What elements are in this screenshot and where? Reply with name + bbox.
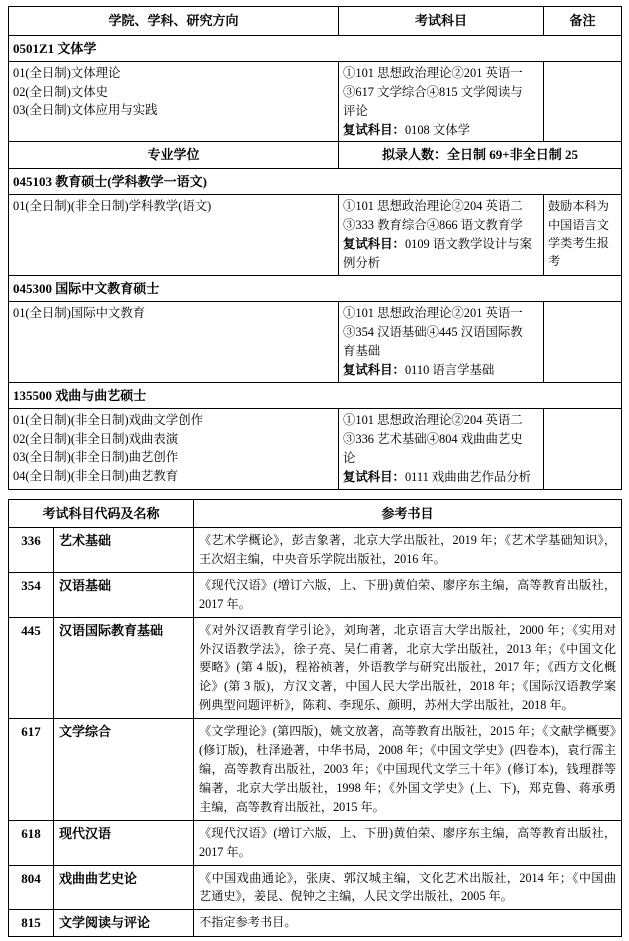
table-row — [9, 820, 622, 865]
table-row — [9, 302, 622, 382]
retest-line — [343, 468, 539, 487]
subject-code: 354 — [9, 572, 54, 617]
subject-line: ③333 教育综合④866 语文教育学 — [343, 218, 523, 233]
subject-name: 汉语基础 — [54, 572, 194, 617]
table-row — [9, 719, 622, 821]
direction-item: 01(全日制)国际中文教育 — [13, 306, 146, 321]
section-title: 135500 戏曲与曲艺硕士 — [9, 382, 622, 409]
remark-cell: 鼓励本科为中国语言文学类考生报考 — [544, 195, 622, 275]
retest-label: 复试科目： — [343, 122, 405, 137]
section-title: 045103 教育硕士(学科教学一语文) — [9, 168, 622, 195]
table-row — [9, 910, 622, 937]
section-row — [9, 168, 622, 195]
direction-item: 01(全日制)(非全日制)学科教学(语文) — [13, 199, 212, 214]
subject-code: 336 — [9, 528, 54, 573]
subject-name: 戏曲曲艺史论 — [54, 865, 194, 910]
section-row — [9, 35, 622, 62]
direction-item: 02(全日制)文体史 — [13, 84, 108, 99]
subject-line: 论 — [343, 450, 356, 465]
remark-cell — [544, 302, 622, 382]
admission-table — [8, 6, 622, 490]
retest-line — [343, 361, 539, 380]
exam-subjects — [339, 409, 544, 489]
column-header-program: 学院、学科、研究方向 — [9, 7, 339, 36]
retest-value: 0108 文体学 — [404, 122, 471, 137]
band-row — [9, 142, 622, 169]
research-directions — [9, 195, 339, 275]
retest-label: 复试科目： — [343, 469, 405, 484]
section-row — [9, 382, 622, 409]
subject-line: ①101 思想政治理论②204 英语二 — [343, 199, 523, 214]
book-list: 《中国戏曲通论》，张庚、郭汉城主编，文化艺术出版社，2014 年；《中国曲艺通史》，姜昆、倪钟之主编，人民文学出版社，2005 年。 — [194, 865, 622, 910]
table-row — [9, 617, 622, 719]
exam-subjects — [339, 195, 544, 275]
research-directions — [9, 62, 339, 142]
book-list: 《对外汉语教育学引论》，刘珣著，北京语言大学出版社，2000 年；《实用对外汉语教学法》，徐子亮、吴仁甫著，北京大学出版社，2013 年；《中国文化要略》(第 4 版)，程裕祯著，外语教学与研究出版社，2017 年；《西方文化概论》(第 3 版)，方汉文著，中国人民大学出版社，2018 年；《国际汉语教学案例典型问题评析》，陈莉、李现乐、颜明，苏州大学出版社，2018 年。 — [194, 617, 622, 719]
table-header-row — [9, 7, 622, 36]
subject-name: 艺术基础 — [54, 528, 194, 573]
retest-line — [343, 235, 539, 273]
retest-line — [343, 121, 539, 140]
table-row — [9, 409, 622, 489]
column-header-books: 参考书目 — [194, 499, 622, 528]
table-row — [9, 62, 622, 142]
retest-label: 复试科目： — [343, 237, 405, 252]
retest-value: 0111 戏曲曲艺作品分析 — [404, 469, 532, 484]
research-directions — [9, 302, 339, 382]
direction-item: 01(全日制)(非全日制)戏曲文学创作 — [13, 413, 203, 428]
subject-code: 804 — [9, 865, 54, 910]
table-header-row — [9, 499, 622, 528]
section-title: 0501Z1 文体学 — [9, 35, 622, 62]
table-row — [9, 528, 622, 573]
exam-subjects — [339, 302, 544, 382]
subject-line: ①101 思想政治理论②201 英语一 — [343, 66, 523, 80]
direction-item: 01(全日制)文体理论 — [13, 66, 121, 80]
exam-subjects — [339, 62, 544, 142]
book-list: 《文学理论》(第四版)，姚文放著，高等教育出版社，2015 年；《文献学概要》(修订版)，杜泽逊著，中华书局，2008 年；《中国文学史》(四卷本)，袁行霈主编，高等教育出版社，2003 年；《中国现代文学三十年》(修订本)，钱理群等编著，北京大学出版社，1998 年；《外国文学史》(上、下)，郑克鲁、蒋承勇主编，高等教育出版社，2015 年。 — [194, 719, 622, 821]
table-row — [9, 865, 622, 910]
remark-cell — [544, 62, 622, 142]
direction-item: 03(全日制)文体应用与实践 — [13, 103, 158, 118]
subject-line: ③354 汉语基础④445 汉语国际教 — [343, 325, 523, 340]
research-directions — [9, 409, 339, 489]
subject-code: 618 — [9, 820, 54, 865]
subject-name: 文学阅读与评论 — [54, 910, 194, 937]
book-list: 不指定参考书目。 — [194, 910, 622, 937]
section-title: 045300 国际中文教育硕士 — [9, 275, 622, 302]
direction-item: 03(全日制)(非全日制)曲艺创作 — [13, 450, 179, 465]
subject-line: ③617 文学综合④815 文学阅读与 — [343, 84, 523, 99]
section-row — [9, 275, 622, 302]
retest-value: 0110 语言学基础 — [404, 362, 495, 377]
table-row — [9, 572, 622, 617]
subject-line: 育基础 — [343, 343, 381, 358]
subject-code: 815 — [9, 910, 54, 937]
subject-name: 汉语国际教育基础 — [54, 617, 194, 719]
subject-line: 评论 — [343, 103, 368, 118]
planned-enrollment: 拟录人数：全日制 69+非全日制 25 — [339, 142, 622, 169]
subject-code: 617 — [9, 719, 54, 821]
retest-value: 0109 语文教学设计与案例分析 — [343, 237, 532, 270]
retest-label: 复试科目： — [343, 362, 405, 377]
direction-item: 04(全日制)(非全日制)曲艺教育 — [13, 468, 179, 483]
reference-books-table — [8, 499, 622, 937]
table-row — [9, 195, 622, 275]
subject-line: ③336 艺术基础④804 戏曲曲艺史 — [343, 431, 523, 446]
subject-name: 文学综合 — [54, 719, 194, 821]
book-list: 《现代汉语》(增订六版，上、下册)黄伯荣、廖序东主编，高等教育出版社，2017 年。 — [194, 572, 622, 617]
subject-name: 现代汉语 — [54, 820, 194, 865]
column-header-subject-code-name: 考试科目代码及名称 — [9, 499, 194, 528]
book-list: 《艺术学概论》，彭吉象著，北京大学出版社，2019 年；《艺术学基础知识》，王次炤主编，中央音乐学院出版社，2016 年。 — [194, 528, 622, 573]
subject-line: ①101 思想政治理论②204 英语二 — [343, 413, 523, 428]
subject-line: ①101 思想政治理论②201 英语一 — [343, 306, 523, 321]
degree-type-label: 专业学位 — [9, 142, 339, 169]
column-header-subjects: 考试科目 — [339, 7, 544, 36]
direction-item: 02(全日制)(非全日制)戏曲表演 — [13, 431, 179, 446]
column-header-remark: 备注 — [544, 7, 622, 36]
book-list: 《现代汉语》(增订六版，上、下册)黄伯荣、廖序东主编，高等教育出版社，2017 年。 — [194, 820, 622, 865]
remark-cell — [544, 409, 622, 489]
subject-code: 445 — [9, 617, 54, 719]
